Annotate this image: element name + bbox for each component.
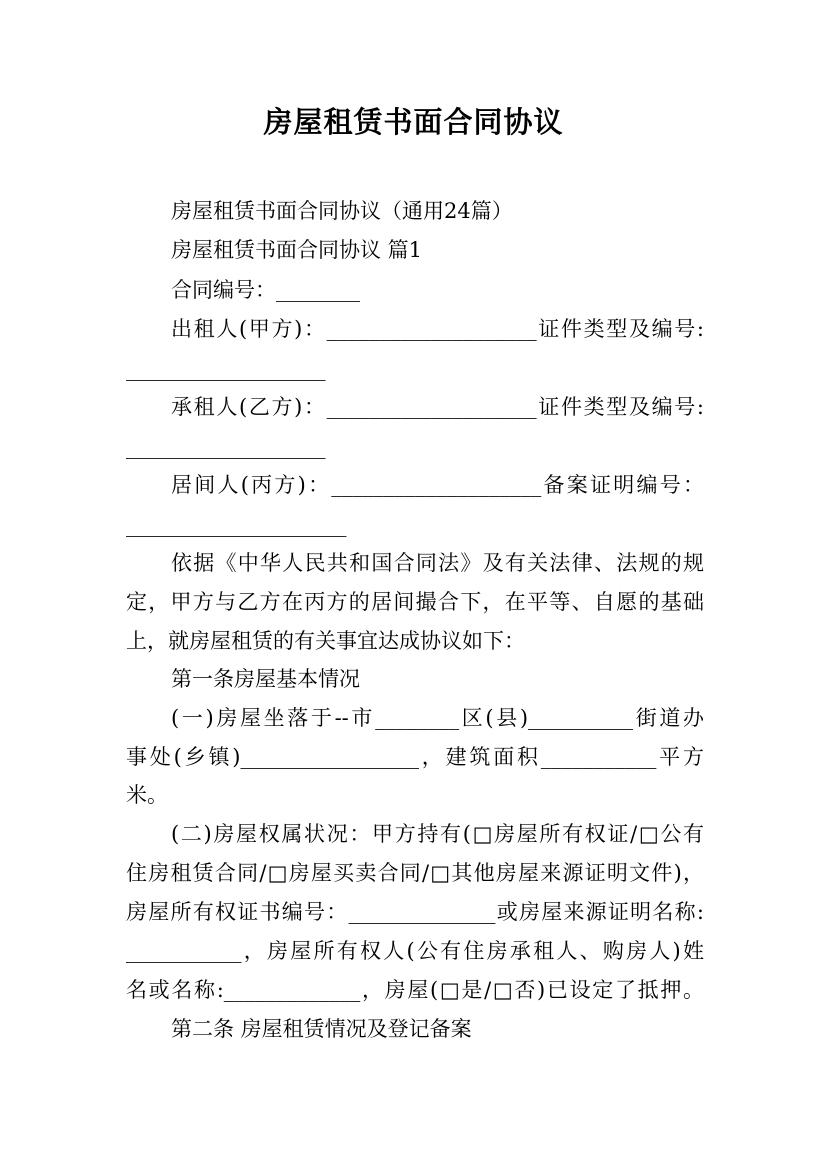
intermediary-line: 居间人(丙方)：____________________备案证明编号： [171, 473, 704, 497]
lessor-line: 出租人(甲方)：____________________证件类型及编号: [171, 317, 704, 341]
body-paragraph-line: (二)房屋权属状况：甲方持有(□房屋所有权证/□公有 [171, 822, 704, 846]
body-paragraph-line: 名或名称:_____________，房屋(□是/□否)已设定了抵押。 [126, 978, 704, 1002]
body-paragraph-line: 房屋所有权证书编号：______________或房屋来源证明名称: [126, 900, 704, 924]
lessee-id-blank: ___________________ [126, 435, 326, 459]
body-paragraph-line: ___________，房屋所有权人(公有住房承租人、购房人)姓 [126, 939, 704, 963]
body-paragraph-line: 米。 [126, 783, 168, 807]
body-paragraph-line: 定，甲方与乙方在丙方的居间撮合下，在平等、自愿的基础 [126, 590, 704, 614]
lessor-id-blank: ___________________ [126, 357, 326, 381]
article-heading: 第一条房屋基本情况 [171, 667, 360, 691]
body-paragraph-line: 住房租赁合同/□房屋买卖合同/□其他房屋来源证明文件)， [126, 861, 704, 885]
document-title: 房屋租赁书面合同协议 [263, 105, 564, 139]
article-heading: 第二条 房屋租赁情况及登记备案 [171, 1017, 472, 1041]
body-paragraph-line: 依据《中华人民共和国合同法》及有关法律、法规的规 [171, 551, 704, 575]
body-paragraph-line: (一)房屋坐落于--市________区(县)__________街道办 [171, 706, 704, 730]
filing-number-blank: _____________________ [126, 513, 347, 537]
contract-number-line: 合同编号：________ [171, 278, 360, 302]
section-heading: 房屋租赁书面合同协议 篇1 [171, 238, 423, 262]
lessee-line: 承租人(乙方)：____________________证件类型及编号: [171, 395, 704, 419]
body-paragraph-line: 上，就房屋租赁的有关事宜达成协议如下： [126, 629, 525, 653]
body-paragraph-line: 事处(乡镇)_________________，建筑面积___________平方 [126, 745, 704, 769]
subtitle-line: 房屋租赁书面合同协议（通用24篇） [171, 199, 513, 223]
